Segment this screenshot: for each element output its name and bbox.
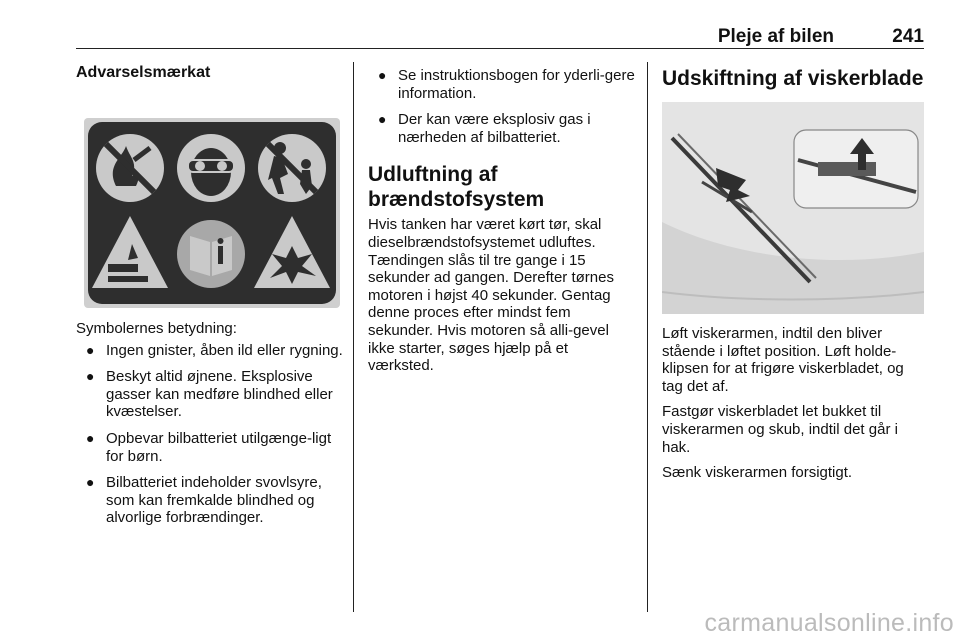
bullet-icon: ● xyxy=(86,341,95,358)
read-manual-icon xyxy=(177,220,245,288)
bullet-icon: ● xyxy=(378,111,387,128)
list-item: ● Bilbatteriet indeholder svovlsyre, som kan fremkalde blindhed og alvorlige forbrændinger. xyxy=(86,474,322,527)
no-fire-icon xyxy=(96,134,164,202)
wiper-step-2: Fastgør viskerbladet let bukket til viskerarmen og skub, indtil det går i hak. xyxy=(662,403,898,456)
page-number: 241 xyxy=(892,26,924,47)
bullet-icon: ● xyxy=(86,429,95,446)
wiper-step-1: Løft viskerarmen, indtil den bliver stående i løftet position. Løft holde-klipsen for at frigøre viskerbladet, og tag det af. xyxy=(662,325,904,395)
eye-protection-icon xyxy=(177,134,245,202)
wiper-heading: Udskiftning af viskerblade xyxy=(662,67,924,90)
bullet-icon: ● xyxy=(378,67,387,83)
list-item: ● Der kan være eksplosiv gas i nærheden af bilbatteriet. xyxy=(378,111,591,146)
wiper-illustration xyxy=(662,102,924,314)
column-divider-right xyxy=(647,62,648,612)
bullet-icon: ● xyxy=(86,368,95,385)
warning-label-heading: Advarselsmærkat xyxy=(76,64,211,81)
keep-away-children-icon xyxy=(258,134,326,202)
list-item: ● Se instruktionsbogen for yderli-gere information. xyxy=(378,67,635,102)
list-item: ● Beskyt altid øjnene. Eksplosive gasser kan medføre blindhed eller kvæstelser. xyxy=(86,368,333,421)
warning-label-illustration xyxy=(84,118,340,308)
symbols-intro: Symbolernes betydning: xyxy=(76,320,237,337)
warning-list-continued xyxy=(368,67,638,146)
column-divider-left xyxy=(353,62,354,612)
list-item: ● Opbevar bilbatteriet utilgænge-ligt for børn. xyxy=(86,429,332,465)
bullet-icon: ● xyxy=(86,474,95,491)
fuel-venting-body: Hvis tanken har været kørt tør, skal dieselbrændstofsystemet udluftes. Tændingen slås til tre gange i 15 sekunder ad gangen. Derefter tørnes motoren i højst 40 sekunder. Gentag denne proces efter mindst fem sekunder. Hvis motoren så alli-gevel ikke starter, søges hjælp på et værksted. xyxy=(368,216,614,375)
section-title: Pleje af bilen xyxy=(717,26,834,47)
symbols-list xyxy=(76,342,344,527)
page-header xyxy=(76,22,924,49)
fuel-venting-heading: Udluftning af brændstofsystem xyxy=(368,163,545,212)
list-item: ● Ingen gnister, åben ild eller rygning. xyxy=(86,341,343,359)
wiper-step-3: Sænk viskerarmen forsigtigt. xyxy=(662,464,853,482)
site-watermark: carmanualsonline.info xyxy=(704,609,954,637)
middle-column xyxy=(368,62,638,375)
